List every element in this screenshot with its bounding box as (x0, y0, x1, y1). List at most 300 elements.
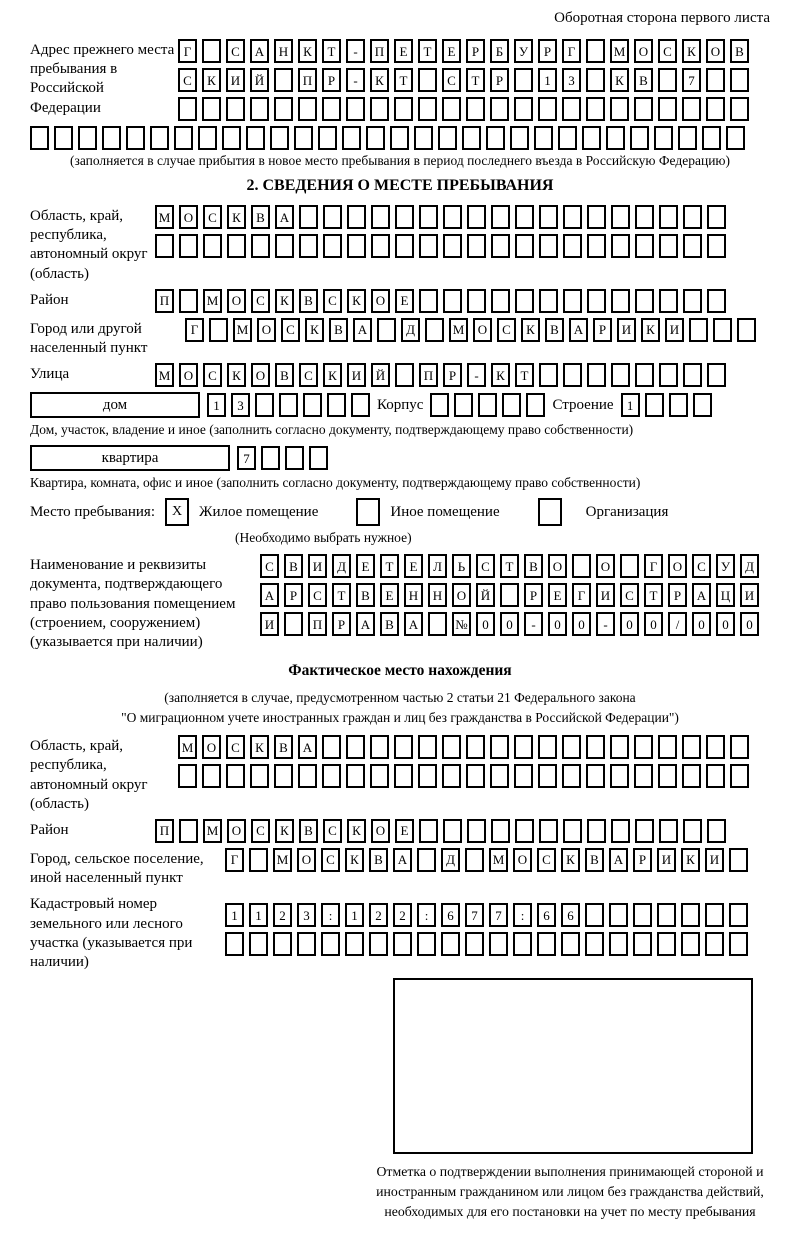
street-label: Улица (30, 366, 70, 383)
char-box (394, 97, 413, 121)
char-box: В (585, 848, 604, 872)
char-box: М (178, 735, 197, 759)
char-box: 6 (537, 903, 556, 927)
char-box: К (275, 819, 294, 843)
char-box (669, 393, 688, 417)
char-box: У (514, 39, 533, 63)
char-box: М (489, 848, 508, 872)
char-box (611, 363, 630, 387)
char-box (682, 764, 701, 788)
korpus-label: Корпус (377, 396, 424, 413)
char-box: 2 (273, 903, 292, 927)
char-box: : (417, 903, 436, 927)
char-box (227, 234, 246, 258)
char-box: С (620, 583, 639, 607)
char-box: М (449, 318, 468, 342)
char-box (370, 764, 389, 788)
char-box: О (227, 289, 246, 313)
char-box (395, 234, 414, 258)
char-box (693, 393, 712, 417)
char-box (515, 234, 534, 258)
char-box (322, 97, 341, 121)
char-box: - (596, 612, 615, 636)
char-box: Р (668, 583, 687, 607)
char-box: С (260, 554, 279, 578)
char-box (418, 68, 437, 92)
char-box: В (275, 363, 294, 387)
char-box: А (692, 583, 711, 607)
char-box: К (227, 205, 246, 229)
char-box (645, 393, 664, 417)
page-side-note: Оборотная сторона первого листа (554, 10, 770, 26)
char-box (370, 97, 389, 121)
char-box (443, 819, 462, 843)
prev-address-row-3 (178, 97, 749, 121)
korpus-cells (430, 393, 545, 417)
char-box (534, 126, 553, 150)
char-box: - (467, 363, 486, 387)
char-box (633, 932, 652, 956)
char-box: В (634, 68, 653, 92)
char-box (658, 764, 677, 788)
char-box: : (321, 903, 340, 927)
char-box (659, 289, 678, 313)
apartment-row (30, 445, 770, 471)
char-box: Е (395, 819, 414, 843)
char-box: П (155, 289, 174, 313)
char-box (466, 764, 485, 788)
char-box: К (305, 318, 324, 342)
char-box: Т (332, 583, 351, 607)
char-box (563, 289, 582, 313)
char-box: О (371, 819, 390, 843)
char-box (274, 97, 293, 121)
char-box: 6 (441, 903, 460, 927)
char-box: 1 (345, 903, 364, 927)
char-box (438, 126, 457, 150)
char-box: Г (644, 554, 663, 578)
char-box (514, 97, 533, 121)
char-box (202, 97, 221, 121)
char-box (537, 932, 556, 956)
char-box (572, 554, 591, 578)
char-box (611, 234, 630, 258)
char-box: Б (490, 39, 509, 63)
char-box (586, 39, 605, 63)
char-box (526, 393, 545, 417)
char-box (682, 97, 701, 121)
char-box (318, 126, 337, 150)
char-box: Д (740, 554, 759, 578)
char-box: С (442, 68, 461, 92)
char-box (322, 764, 341, 788)
char-box: С (692, 554, 711, 578)
house-box-label: дом (30, 392, 200, 418)
char-box (659, 205, 678, 229)
char-box (284, 612, 303, 636)
char-box: К (370, 68, 389, 92)
char-box (225, 932, 244, 956)
district-row (155, 289, 726, 313)
char-box (255, 393, 274, 417)
char-box: И (657, 848, 676, 872)
district-block (30, 289, 770, 313)
char-box (155, 234, 174, 258)
char-box (465, 932, 484, 956)
stay-place-label: Место пребывания: (30, 503, 155, 520)
char-box (659, 819, 678, 843)
actual-region-block (30, 735, 770, 814)
char-box (586, 764, 605, 788)
char-box: 3 (297, 903, 316, 927)
char-box: А (260, 583, 279, 607)
char-box (587, 289, 606, 313)
char-box (371, 234, 390, 258)
char-box: О (257, 318, 276, 342)
char-box: С (226, 39, 245, 63)
char-box (635, 205, 654, 229)
char-box (342, 126, 361, 150)
char-box (419, 234, 438, 258)
char-box: А (356, 612, 375, 636)
char-box: 1 (207, 393, 226, 417)
char-box: М (203, 289, 222, 313)
stroenie-cells (621, 393, 712, 417)
char-box: 7 (237, 446, 256, 470)
char-box: К (561, 848, 580, 872)
char-box: 0 (620, 612, 639, 636)
char-box (705, 903, 724, 927)
char-box: 0 (500, 612, 519, 636)
char-box (393, 932, 412, 956)
char-box (538, 97, 557, 121)
document-block (30, 554, 770, 652)
char-box (347, 234, 366, 258)
char-box (659, 234, 678, 258)
char-box (683, 234, 702, 258)
char-box (323, 234, 342, 258)
char-box: А (609, 848, 628, 872)
char-box (250, 764, 269, 788)
char-box (370, 735, 389, 759)
street-block (30, 363, 770, 387)
char-box (442, 97, 461, 121)
char-box (705, 932, 724, 956)
prev-address-row-2 (178, 68, 749, 92)
char-box: К (347, 289, 366, 313)
char-box (273, 932, 292, 956)
char-box: А (275, 205, 294, 229)
char-box: Г (562, 39, 581, 63)
char-box: Ь (452, 554, 471, 578)
char-box (261, 446, 280, 470)
char-box: В (299, 819, 318, 843)
char-box: М (155, 205, 174, 229)
checkbox-residential[interactable]: X (165, 498, 189, 526)
char-box (294, 126, 313, 150)
char-box: Е (395, 289, 414, 313)
char-box: Т (394, 68, 413, 92)
char-box (689, 318, 708, 342)
cadastre-row-1 (225, 903, 748, 927)
char-box: Р (538, 39, 557, 63)
char-box (587, 819, 606, 843)
char-box: С (281, 318, 300, 342)
char-box (297, 932, 316, 956)
document-row-3 (260, 612, 759, 636)
char-box (635, 289, 654, 313)
char-box: Т (500, 554, 519, 578)
char-box (417, 848, 436, 872)
char-box: К (202, 68, 221, 92)
char-box: Е (394, 39, 413, 63)
char-box (707, 234, 726, 258)
char-box: Т (418, 39, 437, 63)
char-box (515, 289, 534, 313)
checkbox-other-premises[interactable] (356, 498, 380, 526)
char-box (606, 126, 625, 150)
char-box: С (178, 68, 197, 92)
char-box: 3 (231, 393, 250, 417)
char-box: П (155, 819, 174, 843)
char-box (510, 126, 529, 150)
char-box (657, 903, 676, 927)
char-box: С (658, 39, 677, 63)
section3-law-note-line2: "О миграционном учете иностранных граждан и лиц без гражданства в Российской Федерации") (121, 709, 679, 725)
char-box (491, 234, 510, 258)
char-box (729, 932, 748, 956)
char-box: 1 (538, 68, 557, 92)
cadastre-label: Кадастровый номер земельного или лесного участка (указывается при наличии) (30, 896, 193, 970)
char-box (681, 903, 700, 927)
char-box (634, 735, 653, 759)
char-box (178, 97, 197, 121)
char-box: В (274, 735, 293, 759)
document-row-2 (260, 583, 759, 607)
char-box: И (740, 583, 759, 607)
char-box (586, 97, 605, 121)
char-box: И (347, 363, 366, 387)
char-box: О (706, 39, 725, 63)
char-box: 7 (682, 68, 701, 92)
char-box (610, 735, 629, 759)
char-box (683, 819, 702, 843)
option-other-premises-label: Иное помещение (390, 503, 500, 520)
char-box (706, 764, 725, 788)
char-box: К (682, 39, 701, 63)
char-box (563, 234, 582, 258)
char-box (222, 126, 241, 150)
char-box (249, 848, 268, 872)
char-box (683, 289, 702, 313)
cadastre-block (30, 893, 770, 972)
char-box: С (251, 289, 270, 313)
char-box (635, 819, 654, 843)
actual-city-block (30, 848, 770, 888)
char-box: Р (332, 612, 351, 636)
char-box (394, 764, 413, 788)
char-box (102, 126, 121, 150)
char-box: Т (515, 363, 534, 387)
char-box: К (323, 363, 342, 387)
char-box (585, 932, 604, 956)
char-box (345, 932, 364, 956)
char-box (702, 126, 721, 150)
char-box (635, 234, 654, 258)
char-box: / (668, 612, 687, 636)
char-box (418, 97, 437, 121)
actual-city-label: Город, сельское поселение, иной населенный пункт (30, 850, 204, 887)
char-box: К (298, 39, 317, 63)
char-box: 0 (476, 612, 495, 636)
char-box: Е (356, 554, 375, 578)
char-box: А (353, 318, 372, 342)
char-box (462, 126, 481, 150)
char-box (366, 126, 385, 150)
char-box (730, 68, 749, 92)
char-box (30, 126, 49, 150)
char-box: 0 (644, 612, 663, 636)
prev-address-label: Адрес прежнего места пребывания в Российской Федерации (30, 42, 175, 116)
char-box: В (284, 554, 303, 578)
actual-region-label: Область, край, республика, автономный округ (область) (30, 738, 148, 812)
char-box: И (226, 68, 245, 92)
char-box: К (275, 289, 294, 313)
char-box (539, 205, 558, 229)
char-box (351, 393, 370, 417)
char-box: К (345, 848, 364, 872)
char-box: 7 (465, 903, 484, 927)
char-box (562, 764, 581, 788)
char-box (514, 68, 533, 92)
prev-address-row-4 (30, 126, 770, 150)
char-box: О (297, 848, 316, 872)
char-box (707, 819, 726, 843)
apartment-note: Квартира, комната, офис и иное (заполнить согласно документу, подтверждающему право собственности) (30, 475, 641, 491)
char-box (587, 205, 606, 229)
char-box: С (323, 289, 342, 313)
char-box: И (308, 554, 327, 578)
char-box: - (346, 68, 365, 92)
char-box (274, 68, 293, 92)
char-box: Р (593, 318, 612, 342)
char-box (729, 903, 748, 927)
char-box (425, 318, 444, 342)
char-box: М (233, 318, 252, 342)
char-box (633, 903, 652, 927)
char-box: П (419, 363, 438, 387)
char-box: Ц (716, 583, 735, 607)
char-box (467, 234, 486, 258)
region-row-2 (155, 234, 726, 258)
char-box (478, 393, 497, 417)
char-box (486, 126, 505, 150)
char-box: И (705, 848, 724, 872)
char-box: С (321, 848, 340, 872)
char-box (611, 289, 630, 313)
char-box (467, 289, 486, 313)
char-box: М (155, 363, 174, 387)
section3-law-note-line1: (заполняется в случае, предусмотренном частью 2 статьи 21 Федерального закона (164, 690, 636, 706)
char-box: О (596, 554, 615, 578)
char-box: Е (548, 583, 567, 607)
checkbox-organization[interactable] (538, 498, 562, 526)
char-box: Р (466, 39, 485, 63)
section3-title: Фактическое место нахождения (288, 662, 512, 680)
char-box (609, 932, 628, 956)
confirmation-stamp-note: Отметка о подтверждении выполнения принимающей стороной и иностранным гражданином или лицом без гражданства действий, необходимых для его постановки на учет по месту пребывания (376, 1164, 764, 1220)
char-box: Р (524, 583, 543, 607)
char-box: В (380, 612, 399, 636)
char-box (538, 735, 557, 759)
char-box: Д (401, 318, 420, 342)
stroenie-label: Строение (552, 396, 614, 413)
char-box: О (179, 363, 198, 387)
option-residential-label: Жилое помещение (199, 503, 319, 520)
char-box (539, 234, 558, 258)
char-box: Г (225, 848, 244, 872)
char-box (418, 764, 437, 788)
char-box (443, 205, 462, 229)
actual-region-row-2 (178, 764, 749, 788)
char-box (563, 363, 582, 387)
char-box: И (665, 318, 684, 342)
char-box (611, 819, 630, 843)
char-box: С (323, 819, 342, 843)
char-box (706, 97, 725, 121)
actual-district-label: Район (30, 821, 69, 838)
char-box (683, 363, 702, 387)
char-box: Г (572, 583, 591, 607)
char-box (275, 234, 294, 258)
char-box (630, 126, 649, 150)
char-box (454, 393, 473, 417)
char-box: 2 (393, 903, 412, 927)
char-box (657, 932, 676, 956)
char-box (377, 318, 396, 342)
char-box (442, 764, 461, 788)
char-box (586, 735, 605, 759)
char-box (274, 764, 293, 788)
char-box: А (404, 612, 423, 636)
char-box: С (203, 363, 222, 387)
char-box: В (356, 583, 375, 607)
char-box (730, 97, 749, 121)
char-box: Р (443, 363, 462, 387)
prev-address-note: (заполняется в случае прибытия в новое место пребывания в период последнего въезда в Российскую Федерацию) (69, 153, 731, 168)
char-box (490, 735, 509, 759)
char-box: П (370, 39, 389, 63)
char-box (563, 819, 582, 843)
char-box (226, 764, 245, 788)
char-box (174, 126, 193, 150)
char-box (150, 126, 169, 150)
char-box (465, 848, 484, 872)
char-box: Й (371, 363, 390, 387)
char-box (466, 735, 485, 759)
char-box (515, 819, 534, 843)
char-box (299, 205, 318, 229)
district-label: Район (30, 291, 69, 308)
char-box (678, 126, 697, 150)
option-organization-label: Организация (585, 503, 669, 520)
char-box: 0 (548, 612, 567, 636)
char-box (467, 205, 486, 229)
char-box (78, 126, 97, 150)
char-box (539, 289, 558, 313)
document-label: Наименование и реквизиты документа, подтверждающего право пользования помещением (строением, сооружением) (указывается при наличии) (30, 557, 236, 650)
char-box: О (513, 848, 532, 872)
